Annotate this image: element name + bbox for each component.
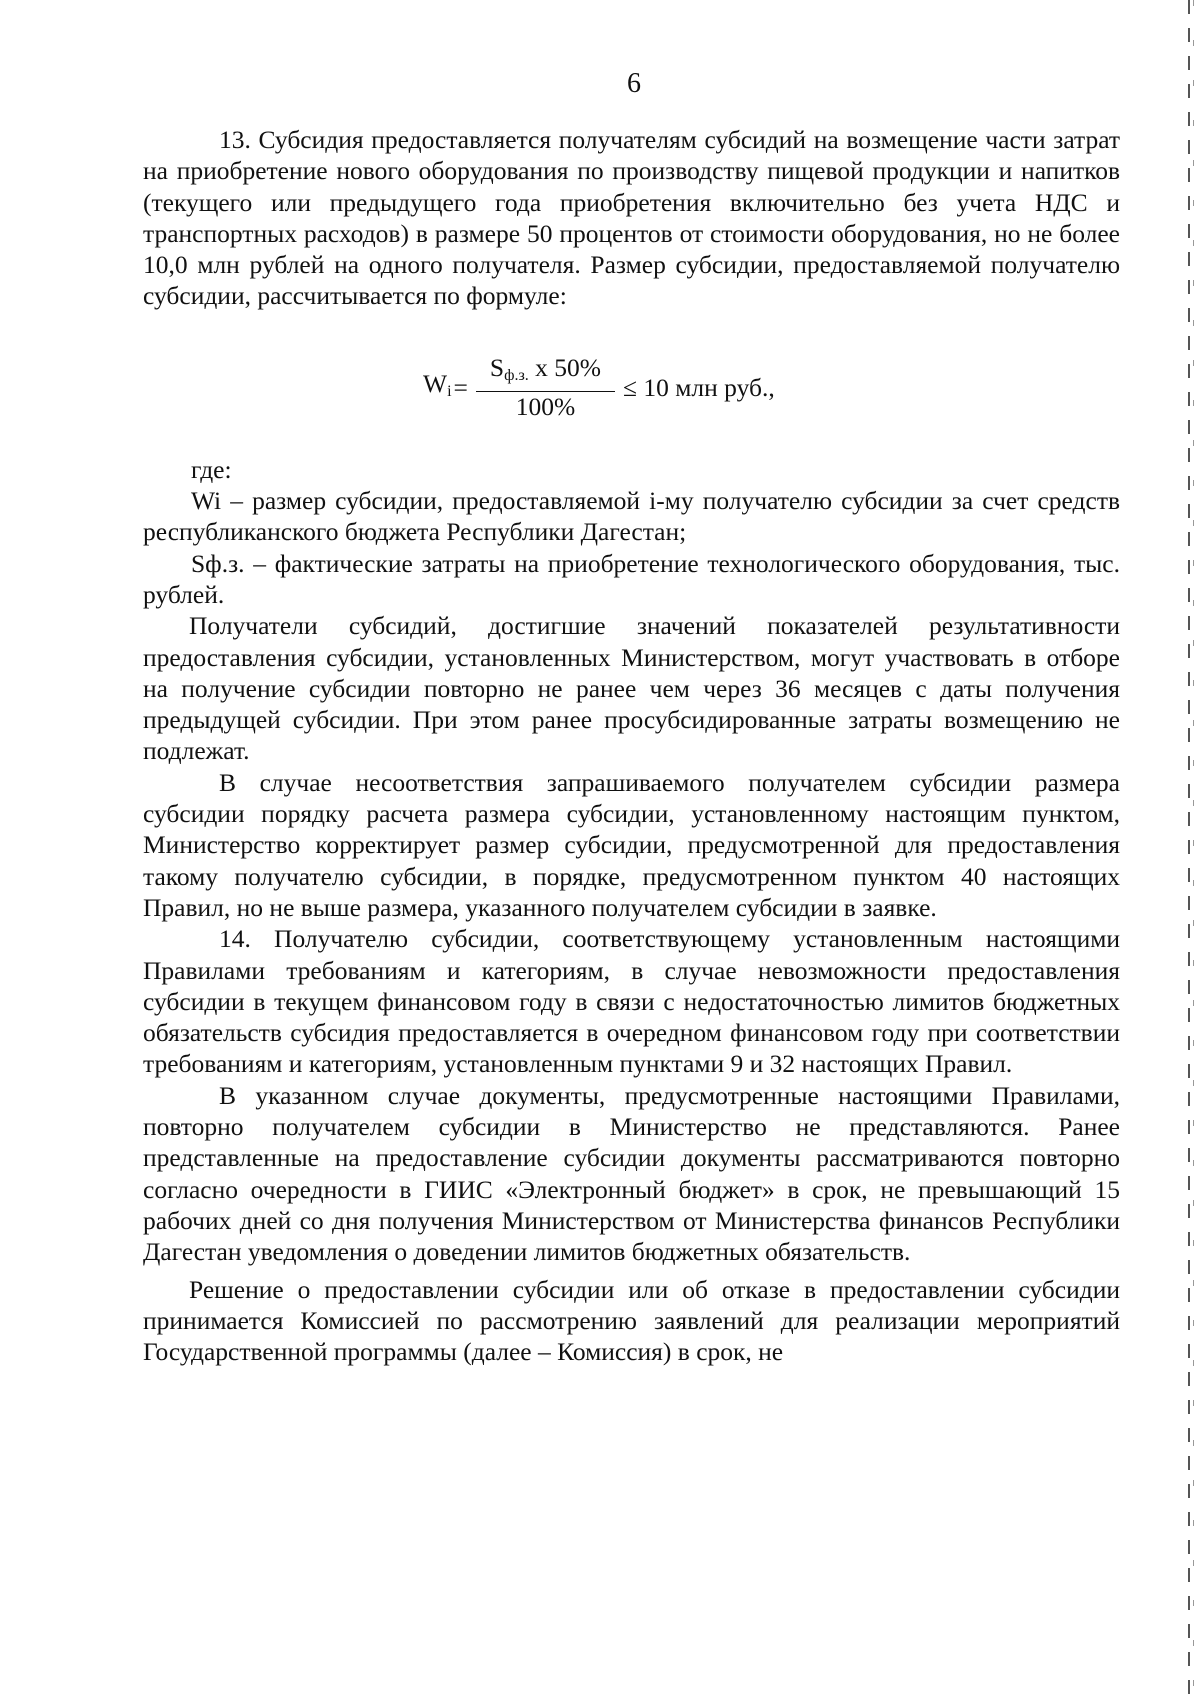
where-label: где: <box>191 454 232 484</box>
formula-block <box>143 312 1120 454</box>
paragraph-14: 14. Получателю субсидии, соответствующему установленным настоящими Правилами требованиям и категориям, в случае невозможности предоставления субсидии в текущем финансовом году в связи с недостаточностью лимитов бюджетных обязательств субсидия предоставляется в очередном финансовом году при соответствии требованиям и категориям, установленным пунктами 9 и 32 настоящих Правил. <box>143 924 1120 1079</box>
scan-edge-line-secondary <box>1193 0 1194 1706</box>
page-number: 6 <box>627 68 641 99</box>
paragraph-documents: В указанном случае документы, предусмотренные настоящими Правилами, повторно получателем субсидии в Министерство не представляются. Ранее представленные на предоставление субсидии документы рассматриваются повторно согласно очередности в ГИИС «Электронный бюджет» в срок, не превышающий 15 рабочих дней со дня получения Министерством от Министерства финансов Республики Дагестан уведомления о доведении лимитов бюджетных обязательств. <box>143 1080 1120 1267</box>
paragraph-decision: Решение о предоставлении субсидии или об отказе в предоставлении субсидии принимается Комиссией по рассмотрению заявлений для реализации мероприятий Государственной программы (далее – Комиссия) в срок, не <box>143 1274 1120 1367</box>
formula-fraction <box>476 354 615 422</box>
scan-edge-line <box>1188 0 1190 1706</box>
subsidy-formula <box>423 354 775 422</box>
definition-sfz: Sф.з. – фактические затраты на приобретение технологического оборудования, тыс. рублей. <box>143 548 1120 609</box>
paragraph-mismatch: В случае несоответствия запрашиваемого получателем субсидии размера субсидии порядку расчета размера субсидии, установленному настоящим пунктом, Министерство корректирует размер субсидии, предусмотренной для предоставления такому получателю субсидии, в порядке, предусмотренном пунктом 40 настоящих Правил, но не выше размера, указанного получателем субсидии в заявке. <box>143 767 1120 922</box>
formula-equals: = <box>453 373 468 403</box>
document-body <box>143 124 1120 1367</box>
formula-numerator: $S_{ф.з.}$ x 50% <box>476 354 615 392</box>
paragraph-recipients: Получатели субсидий, достигшие значений показателей результативности предоставления субсидии, установленных Министерством, могут участвовать в отборе на получение субсидии повторно не ранее чем через 36 месяцев с даты получения предыдущей субсидии. При этом ранее просубсидированные затраты возмещению не подлежат. <box>143 611 1120 766</box>
definition-wi: Wi – размер субсидии, предоставляемой i-му получателю субсидии за счет средств республиканского бюджета Республики Дагестан; <box>143 486 1120 547</box>
formula-rhs: ≤ 10 млн руб., <box>623 373 775 403</box>
paragraph-13: 13. Субсидия предоставляется получателям субсидий на возмещение части затрат на приобретение нового оборудования по производству пищевой продукции и напитков (текущего или предыдущего года приобретения включительно без учета НДС и транспортных расходов) в размере 50 процентов от стоимости оборудования, но не более 10,0 млн рублей на одного получателя. Размер субсидии, предоставляемой получателю субсидии, рассчитывается по формуле: <box>143 125 1120 311</box>
formula-lhs: $W_i$ <box>423 369 452 401</box>
formula-denominator: 100% <box>515 391 576 421</box>
